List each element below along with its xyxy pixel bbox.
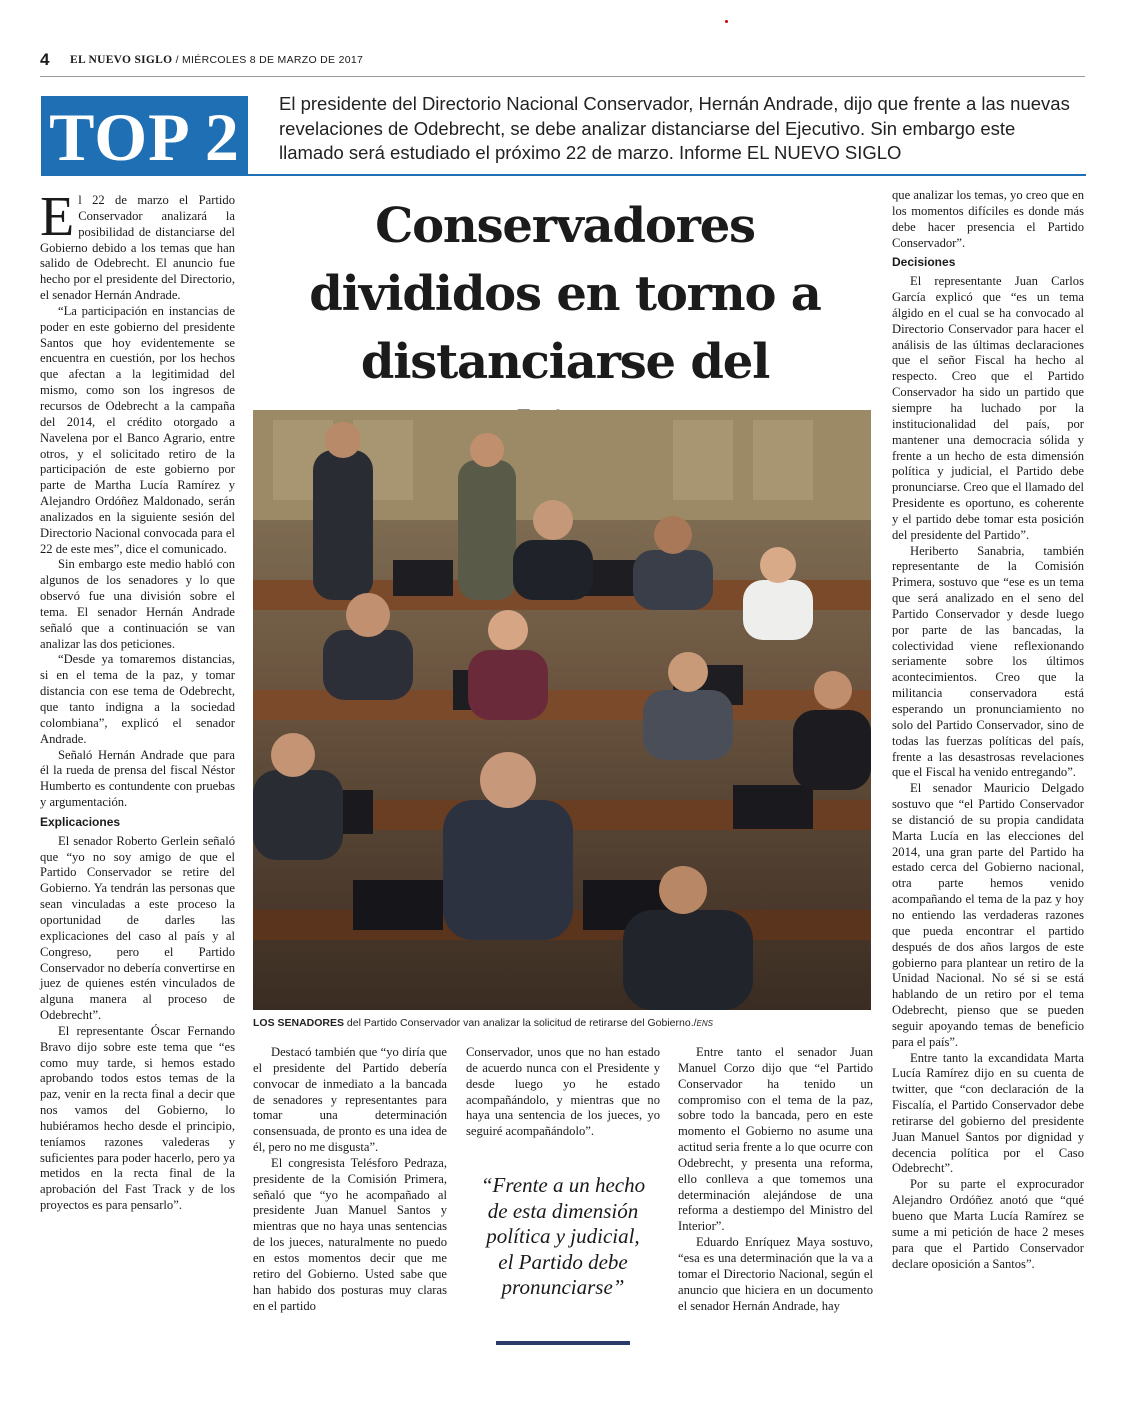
headline-line-3: distanciarse del (360, 334, 770, 390)
paragraph: que analizar los temas, yo creo que en los momentos difíciles es donde más debe hacer presencia el Partido Conservador”. (892, 188, 1084, 250)
paragraph: El representante Juan Carlos García explicó que “es un tema álgido en el cual se ha convocado al Directorio Conservador para hacer el análisis de las últimas declaraciones que el señor Fiscal ha hecho al respecto. Creo que el Partido Conservador ha sido un partido que siempre ha luchado por la institucionalidad del país, por mantener una democracia sólida y frente a un hecho de esta dimensión política y judicial, el Partido debe pronunciarse. Creo que el llamado del Presidente es oportuno, es coherente y el partido debe tomar esta posición del presidente del Partido”. (892, 274, 1084, 542)
paragraph: Por su parte el exprocurador Alejandro Ordóñez anotó que “qué bueno que Marta Lucía Ramírez se sume a mi petición de hace 2 meses para que el Partido Conservador declare oposición a Santos”. (892, 1177, 1084, 1271)
drop-cap: E (40, 186, 75, 248)
photo-caption (253, 1017, 873, 1029)
headline-line-2: divididos en torno a (309, 266, 821, 322)
paragraph: Entre tanto el senador Juan Manuel Corzo dijo que “el Partido Conservador ha tenido un compromiso con el tema de la paz, sobre todo la bancada, pero en este momento el Gobierno no asume una actitud seria frente a lo que ocurre con Odebrecht, y presenta una reforma, ello conlleva a que tomemos una determinación alejándose de una reforma a destiempo del Ministro del Interior”. (678, 1045, 873, 1234)
section-badge (41, 96, 248, 176)
senate-photo (253, 410, 871, 1010)
section-badge-label: TOP 2 (49, 99, 240, 175)
caption-text: del Partido Conservador van analizar la solicitud de retirarse del Gobierno./ (344, 1017, 697, 1029)
subhead: Explicaciones (40, 814, 121, 829)
headline-line-1: Conservadores (375, 198, 755, 254)
paragraph: Entre tanto la excandidata Marta Lucía Ramírez dijo en su cuenta de twitter, que “con declaración de la Fiscalía, el Partido Conservador debe retirarse del gobierno del presidente Juan Manuel Santos por dignidad y decencia política por el Caso Odebrecht”. (892, 1050, 1084, 1176)
paragraph: El senador Mauricio Delgado sostuvo que “el Partido Conservador se distanció de su propia candidata Marta Lucía en las elecciones del 2014, una gran parte del Partido ha estado cerca del Gobierno nacional, otra parte hemos venido acompañando el tema de la paz y hoy no entiendo las verdaderas razones que pueda encontrar el partido después de dos años largos de este gobierno para plantear un retiro de la Unidad Nacional. No sé si se está hablando de un retiro por el tema Odebrecht, pienso que se pueden seguir apoyando temas de beneficio para el país”. (892, 781, 1084, 1049)
header-rule (40, 76, 1085, 77)
pull-quote-rule (496, 1341, 630, 1345)
masthead (70, 54, 363, 66)
issue-date: / MIÉRCOLES 8 DE MARZO DE 2017 (175, 54, 364, 66)
paragraph: Sin embargo este medio habló con algunos de los senadores y lo que observó fue una división sobre el tema. El senador Hernán Andrade señaló que a continuación se van analizar las dos peticiones. (40, 557, 235, 651)
paragraph: El 22 de marzo el Partido Conservador analizará la posibilidad de distanciarse del Gobierno debido a los temas que han salido de Odebrecht. El anuncio fue hecho por el presidente del Directorio, el senador Hernán Andrade. (40, 186, 235, 303)
lead-rule (248, 174, 1086, 176)
lead-paragraph: El presidente del Directorio Nacional Conservador, Hernán Andrade, dijo que frente a las nuevas revelaciones de Odebrecht, se debe analizar distanciarse del Ejecutivo. Sin embargo este llamado será estudiado el próximo 22 de marzo. Informe EL NUEVO SIGLO (279, 93, 1070, 163)
paragraph: “La participación en instancias de poder en este gobierno del presidente Santos que hoy evidentemente se encuentra en cuestión, por los hechos que afectan a la legitimidad del mismo, como son los ingresos de recursos de Odebrecht a la campaña del 2014, el crédito otorgado a Navelena por el Banco Agrario, entre otros, y el solicitado retiro de la participación de este gobierno por parte de Martha Lucía Ramírez y Alejandro Ordóñez Maldonado, serán analizados en la siguiente sesión del Directorio Nacional convocada para el 22 de este mes”, dice el comunicado. (40, 303, 235, 556)
paragraph: Heriberto Sanabria, también representante de la Comisión Primera, sostuvo que “ese es un tema que será analizado en el seno del Partido Conservador y desde luego por parte de las bancadas, la colectividad viene reflexionando seriamente sobre los últimos acontecimientos. Creo que la militancia conservadora está esperando un pronunciamiento no solo del Partido Conservador, sino de todas las fuerzas políticas del país, frente a las desastrosas revelaciones que el Fiscal ha venido entregando”. (892, 543, 1084, 780)
subhead: Decisiones (892, 255, 956, 270)
paragraph: “Desde ya tomaremos distancias, si en el tema de la paz, y tomar distancia con ese tema de Odebrecht, que tanto indigna a la sociedad colombiana”, explicó el senador Andrade. (40, 652, 235, 746)
print-mark (725, 20, 728, 23)
article-column-1 (40, 186, 235, 1214)
article-column-4 (678, 1045, 873, 1314)
paragraph: Señaló Hernán Andrade que para él la rueda de prensa del fiscal Néstor Humberto es contundente con pruebas y argumentación. (40, 747, 235, 810)
paragraph: El representante Óscar Fernando Bravo dijo sobre este tema que “es como muy tarde, si hemos estado aprobando todos estos temas de la paz, venir en la recta final a decir que nos vamos del Gobierno, lo hubiéramos hecho desde el principio, teníamos razones valederas y suficientes para poder hacerlo, pero ya metidos en la recta final de la aprobación del Fast Track y de los proyectos es para pensarlo”. (40, 1023, 235, 1213)
paragraph: Destacó también que “yo diría que el presidente del Partido debería convocar de inmediato a la bancada de senadores y representantes para tomar una determinación consensuada, de pronto es una idea de él, pero no me disgusta”. (253, 1045, 447, 1155)
article-column-5 (892, 188, 1084, 1272)
paragraph: El congresista Telésforo Pedraza, presidente de la Comisión Primera, señaló que “yo he acompañado al presidente Juan Manuel Santos y mientras que no haya unas sentencias de los jueces, naturalmente no puedo en estos momentos decir que me retiro del Gobierno. Usted sabe que han habido dos posturas muy claras en el partido (253, 1155, 447, 1313)
caption-lead: LOS SENADORES (253, 1017, 345, 1029)
article-column-2 (253, 1045, 447, 1314)
page-number: 4 (40, 50, 50, 69)
article-column-3 (466, 1045, 660, 1140)
paragraph: Conservador, unos que no han estado de acuerdo nunca con el Presidente y desde luego yo he estado acompañándolo, y mientras que no haya una sentencia de los jueces, yo seguiré acompañándolo”. (466, 1045, 660, 1139)
caption-credit: ENS (696, 1019, 713, 1028)
paragraph: Eduardo Enríquez Maya sostuvo, “esa es una determinación que la va a tomar el Directorio Nacional, según el anuncio que hiciera en un documento el senador Hernán Andrade, hay (678, 1235, 873, 1313)
paragraph: El senador Roberto Gerlein señaló que “yo no soy amigo de que el Partido Conservador se retire del Gobierno. Ya tendrán las personas que sean vinculadas a este proceso la oportunidad de darles las explicaciones del caso al país y al Congreso, pero el Partido Conservador no debería convertirse en juez de quienes estén vinculados de alguna manera al proceso de Odebrecht”. (40, 833, 235, 1023)
senate-photo-image (253, 410, 871, 1010)
paper-name: EL NUEVO SIGLO (70, 54, 173, 66)
pull-quote: “Frente a un hecho de esta dimensión política y judicial, el Partido debe pronunciarse” (480, 1173, 646, 1299)
